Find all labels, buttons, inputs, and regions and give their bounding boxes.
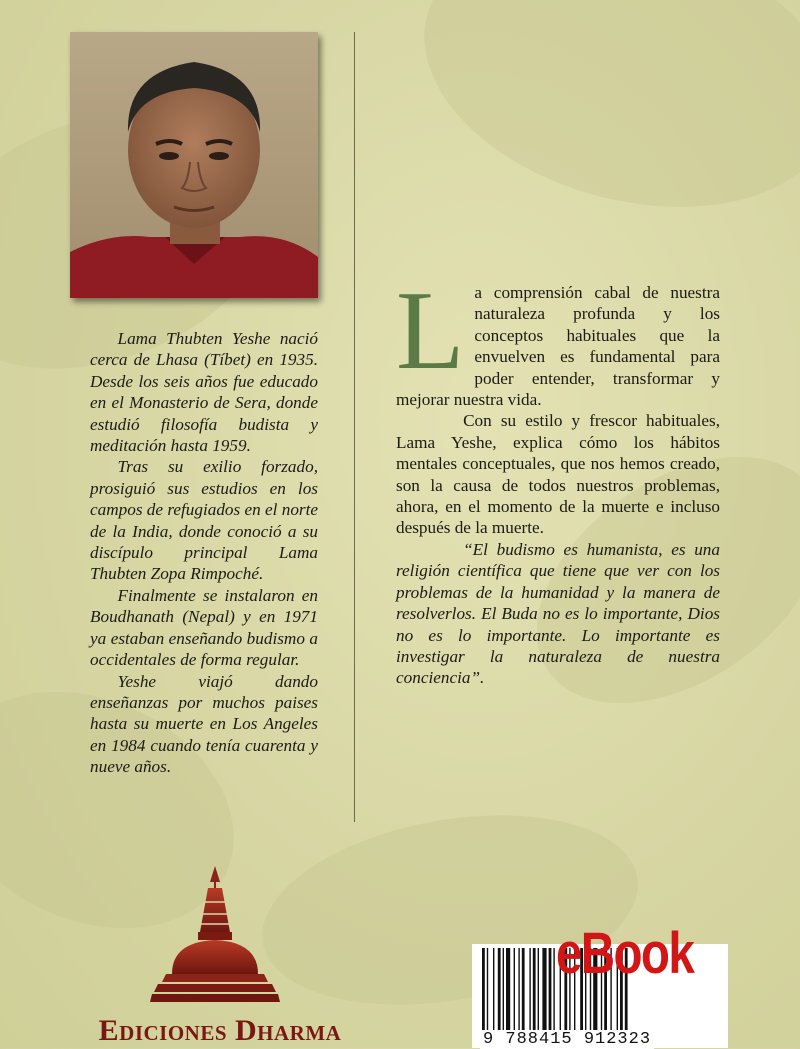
description-paragraph	[396, 269, 720, 410]
bio-paragraph: Finalmente se instalaron en Boudhanath (Nepal) y en 1971 ya estaban enseñando budismo a occidentales de forma regular.	[90, 585, 318, 670]
bio-paragraph: Yeshe viajó dando enseñanzas por muchos paises hasta su muerte en Los Angeles en 1984 cuando tenía cuarenta y nueve años.	[90, 671, 318, 777]
barcode-bar	[549, 948, 552, 1032]
quote-paragraph: “El budismo es humanista, es una religión científica que tiene que ver con los problemas de la humanidad y la manera de resolverlos. El Buda no es lo importante, Dios no es lo importante. Lo importante es investigar la naturaleza de nuestra conciencia”.	[396, 539, 720, 688]
barcode-bar	[542, 948, 546, 1032]
barcode-bar	[498, 948, 501, 1032]
barcode-bar	[503, 948, 504, 1032]
author-photo	[70, 32, 318, 298]
barcode-bar	[538, 948, 539, 1032]
barcode-bar	[533, 948, 536, 1032]
description-paragraph: Con su estilo y frescor habituales, Lama Yeshe, explica cómo los hábitos mentales conceptuales, que nos hemos creado, son la causa de todos nuestros problemas, ahora, en el momento de la muerte e incluso después de la muerte.	[396, 411, 720, 538]
column-divider	[354, 32, 355, 822]
barcode-bar	[482, 948, 485, 1032]
barcode-bar	[506, 948, 510, 1032]
barcode-bar	[522, 948, 525, 1032]
publisher-name: Ediciones Dharma	[98, 1014, 342, 1047]
barcode-bar	[514, 948, 515, 1032]
stupa-icon	[150, 862, 280, 1012]
bio-paragraph: Tras su exilio forzado, prosiguió sus estudios en los campos de refugiados en el norte de la India, donde conoció a su discípulo principal Lama Thubten Zopa Rimpoché.	[90, 457, 319, 584]
description-text: a comprensión cabal de nuestra naturaleza profunda y los conceptos habituales que la envuelven es fundamental para poder entender, transformar y mejorar nuestra vida.	[396, 283, 720, 410]
barcode-bar	[529, 948, 530, 1032]
barcode-bar	[518, 948, 519, 1032]
drop-cap: L	[396, 269, 465, 393]
barcode-bar	[553, 948, 554, 1032]
author-bio	[90, 328, 318, 778]
barcode-bar	[487, 948, 488, 1032]
barcode-number: 9 788415 912323	[480, 1030, 654, 1049]
ebook-label: eBook	[556, 921, 694, 986]
book-description	[396, 269, 720, 689]
barcode-bar	[493, 948, 494, 1032]
background-leaf	[394, 0, 800, 250]
bio-paragraph: Lama Thubten Yeshe nació cerca de Lhasa (Tíbet) en 1935. Desde los seis años fue educado en el Monasterio de Sera, donde estudió filosofía budista y meditación hasta 1959.	[90, 329, 318, 456]
